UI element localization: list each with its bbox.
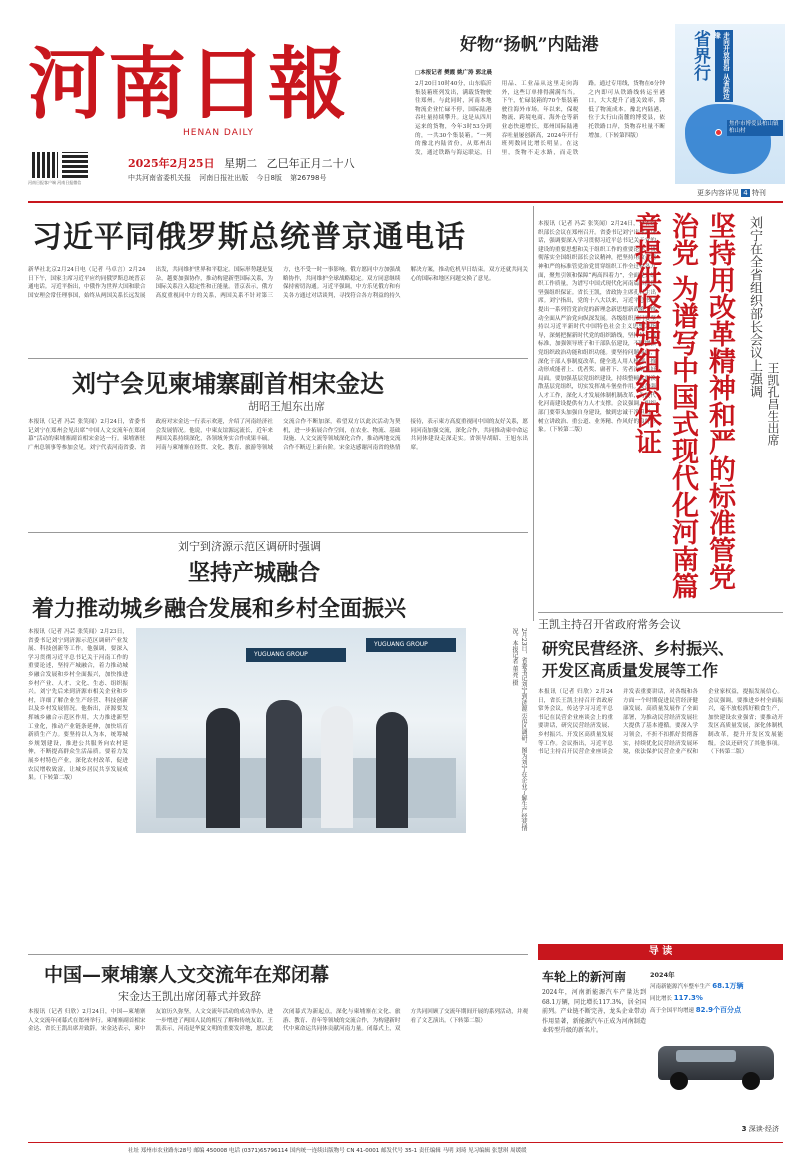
photo-person [376,712,408,828]
exchange-story [28,960,528,1140]
teaser-story [415,30,665,200]
feature-story [28,536,528,956]
stat-line [650,981,780,993]
exchange-headline: 中国—柬埔寨人文交流年在郑闭幕 [44,964,330,986]
promo-more[interactable] [697,188,766,198]
editorial-body: 本报讯（记者 冯芸 张笑闻）2月24日，全省组织部长会议在郑州召开。省委书记刘宁出席并讲话，强调要深入学习贯彻习近平总书记关于党的建设的重要思想和关于组织工作的重要论述，贯彻落实全国组织部长会议精神，把坚持用改革精神和严的标准管党治党贯穿组织工作全过程各方面，聚焦引领和保障“两高四着力”，全面提升组织工作质量，为谱写中国式现代化河南篇章提供坚强组织保证。省长王凯，省政协主席孔昌生出席。刘宁指出，党的十八大以来，习近平总书记提出一系列管党治党的新理念新思想新战略，推动全面从严治党向纵深发展。各级组织部门要坚持以习近平新时代中国特色社会主义思想为指导，深刻把握新时代党的组织路线，坚持好干部标准，加强领导班子和干部队伍建设，不断增强党组织政治功能和组织功能。要坚持问题导向，深化干部人事制度改革，健全选人用人机制，推动形成能者上、优者奖、庸者下、劣者汰的良好局面。要加强基层党组织建设，持续整顿软弱涣散基层党组织，切实发挥战斗堡垒作用。要加强人才工作，深化人才发展体制机制改革，为现代化河南建设提供有力人才支撑。会议强调，组织部门要带头加强自身建设，做到忠诚干净担当，树立讲政治、重公道、业务精、作风好的良好形象。（下转第二版） [538,221,656,434]
footer-info: 社址 郑州市农业路东28号 邮编 450008 电话 (0371)65796114 国内统一连续出版物号 CN 41-0001 邮发代号 35-1 责任编辑 马明 刘琦 见习编辑 张慧琪 周缓缓 [128,1148,527,1154]
section-divider [28,954,528,955]
state-council-body: 本报讯（记者 归欣）2月24日，省长王凯主持召开省政府常务会议，传达学习习近平总书记在民营企业座谈会上的重要讲话，研究民营经济发展、乡村振兴、开发区高质量发展等工作。会议指出，习近平总书记主持召开民营企业座谈会并发表重要讲话，对各级和各方面一个时期促进民营经济健康发展、高质量发展作了全面部署，为推动民营经济发展壮大提供了基本遵循。要深入学习领会，不折不扣抓好贯彻落实，持续优化民营经济发展环境，依法保护民营企业产权和企业家权益，提振发展信心。会议强调，要推进乡村全面振兴，毫不放松抓好粮食生产，加快建设农业强省；要推动开发区高质量发展，深化体制机制改革，提升开发区发展能级。会议还研究了其他事项。（下转第二版） [538,689,783,756]
stat-label: 高于全国平均增速 [650,1008,695,1014]
stat-label: 同比增长 [650,996,673,1002]
newspaper-pinyin: HENAN DAILY [183,128,254,138]
photo-person [266,700,302,828]
photo-table [156,758,456,818]
meeting-headline: 刘宁会见柬埔寨副首相宋金达 [72,369,384,398]
section-divider [28,358,528,359]
teaser-byline: □本报记者 樊霞 姚广涛 郭北晨 [415,70,492,76]
stat-value: 117.3% [673,994,703,1002]
editorial-headline: 坚持用改革精神和严的标准管党治党 为谱写中国式现代化河南篇章提供坚强组织保证 [630,212,735,600]
qr-code [62,152,88,178]
car-wheel [670,1072,688,1090]
publisher: 河南日报社出版 [199,174,249,182]
publisher-line [128,173,326,183]
issue-lunar-date: 乙巳年正月二十八 [266,157,355,170]
promo-subtitle: 走向开放前沿 从省际边缘 [715,30,733,102]
car-image [654,1036,778,1092]
section-divider [538,612,783,613]
feature-body: 本报讯（记者 冯芸 张笑闻）2月23日，省委书记刘宁到济源示范区调研产业发展、科技创新等工作。他强调，要深入学习贯彻习近平总书记关于河南工作的重要论述，坚持产城融合，着力推动城乡融合发展和乡村全面振兴，加快推进乡村产业、人才、文化、生态、组织振兴。刘宁先后来到济源市相关企业和乡村，详细了解企业生产经营、科技创新以及乡村发展情况。他指出，济源要发挥城乡融合示范区作用，大力推进新型工业化，推动产业链条延伸，加快培育新质生产力。要坚持以人为本，统筹城乡规划建设，推进公共服务向农村延伸，不断提高群众生活品质。要着力发展乡村特色产业，深化农村改革，促进农民增收致富，让城乡居民共享发展成果。（下转第二版） [28,629,128,782]
teaser-headline: 好物“扬帆”内陆港 [460,35,599,55]
car-window [676,1050,736,1062]
map-marker-icon [715,129,722,136]
guide-page-tag: 深读·经济 [748,1125,779,1133]
photo-caption: 2月23日，省委书记刘宁到济源示范区调研。图为刘宁在企业了解生产经营情况。本报记者 董亮 摄 [511,628,527,832]
state-council-headline-2: 开发区高质量发展等工作 [542,661,719,680]
page-count: 今日8版 [256,174,282,182]
teaser-body: 2月20日10时40分，山东临沂集装箱班列发出，满载货物驶往郑州。与此同时，河南本地物流企业忙碌不停，国际陆港吞吐量持续攀升。这是从四川运来的货物，今年3时53分到的，一共30个集装箱。“一列的豫北内陆省份，从郑州出发，通过铁路与海运联运，日用品、工业品从这里走向海外，这些订单排得满满当当。下午，忙碌装箱的70个集装箱驶往海外市场。年以来，保税物流、跨境电商、海外仓等新业态快速增长，郑州国际陆港吞吐量屡创新高，2024年开行班列数同比增长明显。在这里，货物不走水路，而走铁路。通过专用线，货物在6分钟之内即可从铁路线转运至港口，大大提升了通关效率，降低了物流成本。豫北内陆港，位于太行山南麓的博爱县，依托铁路口岸，货物吞吐量不断增加。（下转第四版） [415,81,665,156]
issue-weekday: 星期二 [224,157,258,170]
editorial-kicker: 刘宁在全省组织部长会议上强调 [747,216,762,398]
editorial-sub: 王凯孔昌生出席 [766,362,780,446]
newspaper-logo: 河南日報 [28,39,349,130]
feature-photo [136,628,466,833]
promo-more-label: 更多内容详见 [697,189,739,197]
exchange-body: 本报讯（记者 归欣）2月24日，中国—柬埔寨人文交流年闭幕式在郑州举行。柬埔寨副首相宋金达、省长王凯出席并致辞。宋金达表示，柬中友谊历久弥坚，人文交流年活动的成功举办，进一步增进了两国人民的相互了解和传统友谊。王凯表示，河南是华夏文明的重要发祥地，愿以此次闭幕式为新起点，深化与柬埔寨在文化、旅游、教育、青年等领域的交流合作，为构建新时代中柬命运共同体贡献河南力量。闭幕式上，双方共同回顾了交流年期间开展的系列活动，并观看了文艺演出。（下转第二版） [28,1009,528,1033]
photo-person [206,708,240,828]
lead-story [28,206,528,356]
feature-kicker: 刘宁到济源示范区调研时强调 [178,540,321,553]
meeting-body: 本报讯（记者 冯芸 张笑闻）2月24日，省委书记刘宁在郑州会见出席“中国人文交流年在郑闭幕”活动的柬埔寨副首相宋金达一行。柬埔寨驻广州总领事等参加会见。刘宁代表河南省委、省政府对宋金达一行表示欢迎，介绍了河南经济社会发展情况。他说，中柬友谊源远流长，近年来两国关系持续深化，各领域务实合作成果丰硕。河南与柬埔寨在经贸、文化、教育、旅游等领域交流合作不断加深，希望双方以此次活动为契机，进一步拓展合作空间，在农业、物流、基础设施、人文交流等领域深化合作，推动两地交流合作不断迈上新台阶。宋金达感谢河南省的热情接待，表示柬方高度重视同中国的友好关系，愿同河南加强交流，深化合作，共同推动柬中命运共同体建设走深走实。省领导胡昭、王旭东出席。 [28,419,528,451]
guide-box [538,944,783,1140]
promo-page-tag: 特刊 [751,189,766,197]
qr-caption: 河南日报客户端 河南日报微信 [28,180,82,185]
footer-divider [28,1142,783,1143]
promo-title: 省界行 [690,30,710,81]
exchange-sub: 宋金达王凯出席闭幕式并致辞 [118,990,261,1003]
stat-value: 82.9个百分点 [695,1006,742,1014]
side-promo [675,24,785,200]
masthead-divider [28,201,783,203]
column-divider [533,206,534,621]
state-council-kicker: 王凯主持召开省政府常务会议 [538,618,681,631]
editorial-story [538,212,783,612]
section-divider [28,532,528,533]
photo-sign-text: YUGUANG GROUP [374,641,428,648]
meeting-sub: 胡昭王旭东出席 [248,400,325,413]
stat-year: 2024年 [650,971,675,979]
meeting-story [28,362,528,532]
issue-number: 第26798号 [290,174,327,182]
stat-value: 68.1万辆 [712,982,744,990]
car-wheel [742,1072,760,1090]
promo-map-label: 焦作市博爱县柏山镇柏山村 [727,120,783,136]
lead-body: 新华社北京2月24日电（记者 马卓言）2月24日下午，国家主席习近平应约同俄罗斯总统普京通电话。习近平指出，中俄作为世界大国和联合国安理会常任理事国，始终从两国关系长远发展出发，共同维护世界和平稳定。国际形势越是复杂，越要加强协作，推动构建新型国际关系，为国际关系注入稳定性和正能量。普京表示，俄方高度重视同中方的关系，两国关系不针对第三方，也不受一时一事影响。俄方愿同中方加强战略协作，共同维护全球战略稳定。双方同意继续保持密切沟通。习近平强调，中方乐见俄方和有关各方通过对话谈判，寻找符合各方利益的持久解决方案，推动危机早日结束。双方还就共同关心的国际和地区问题交换了意见。 [28,267,528,299]
stat-label: 河南新能源汽车整车生产 [650,984,711,990]
state-council-story [538,616,783,941]
promo-page-number: 4 [743,189,748,197]
photo-person [321,706,353,828]
issue-date: 2025年2月25日 [128,157,215,170]
guide-title: 导 读 [538,944,783,960]
qr-code [32,152,58,178]
guide-page-number: 3 [741,1125,747,1133]
masthead [28,22,448,192]
guide-page-ref[interactable] [742,1124,779,1134]
state-council-headline-1: 研究民营经济、乡村振兴、 [542,639,735,658]
stat-line [650,1005,780,1017]
feature-headline-2: 着力推动城乡融合发展和乡村全面振兴 [32,596,407,622]
lead-headline: 习近平同俄罗斯总统普京通电话 [32,220,466,255]
date-line [128,155,355,171]
guide-item-body: 2024年，河南新能源汽车产量达到68.1万辆，同比增长117.3%，居全国前列。产业链不断完善，龙头企业带动作用显著，新能源汽车正成为河南制造业转型升级的新名片。 [542,989,646,1034]
guide-item-title[interactable]: 车轮上的新河南 [542,970,627,984]
stat-line [650,993,780,1005]
guide-stats [650,970,780,1017]
sponsor: 中共河南省委机关报 [128,174,191,182]
photo-sign-text: YUGUANG GROUP [254,651,308,658]
feature-headline-1: 坚持产城融合 [188,560,321,586]
